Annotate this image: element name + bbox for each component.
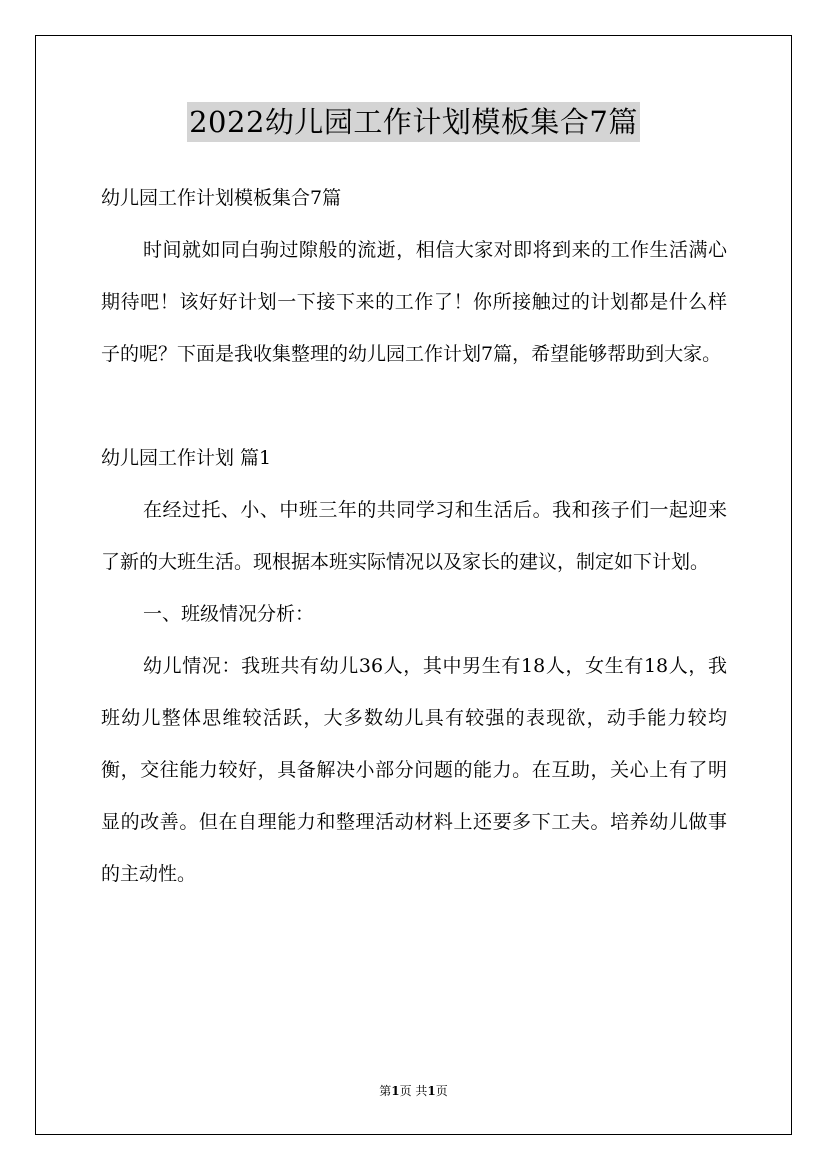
section-point-1: 一、班级情况分析： bbox=[143, 603, 315, 625]
document-title: 2022幼儿园工作计划模板集合7篇 bbox=[187, 102, 640, 142]
page-prefix: 第 bbox=[379, 1084, 392, 1098]
section-heading: 幼儿园工作计划 篇1 bbox=[101, 447, 272, 469]
page-number: 1 bbox=[391, 1084, 400, 1098]
page-footer bbox=[0, 1083, 827, 1099]
page-suffix: 页 bbox=[435, 1084, 448, 1098]
section-paragraph-2: 幼儿情况：我班共有幼儿36人，其中男生有18人，女生有18人，我班幼儿整体思维较活跃，大多数幼儿具有较强的表现欲，动手能力较均衡，交往能力较好，具备解决小部分问题的能力。在互助，关心上有了明显的改善。但在自理能力和整理活动材料上还要多下工夫。培养幼儿做事的主动性。 bbox=[101, 655, 727, 885]
page-mid: 页 共 bbox=[399, 1084, 428, 1098]
intro-paragraph: 时间就如同白驹过隙般的流逝，相信大家对即将到来的工作生活满心期待吧！该好好计划一下接下来的工作了！你所接触过的计划都是什么样子的呢？下面是我收集整理的幼儿园工作计划7篇，希望能够帮助到大家。 bbox=[101, 239, 727, 365]
document-body bbox=[101, 172, 727, 900]
title-container bbox=[0, 102, 827, 142]
page-total: 1 bbox=[427, 1084, 436, 1098]
document-subtitle: 幼儿园工作计划模板集合7篇 bbox=[101, 187, 342, 209]
blank-line bbox=[101, 380, 727, 432]
section-paragraph-1: 在经过托、小、中班三年的共同学习和生活后。我和孩子们一起迎来了新的大班生活。现根据本班实际情况以及家长的建议，制定如下计划。 bbox=[101, 499, 727, 573]
